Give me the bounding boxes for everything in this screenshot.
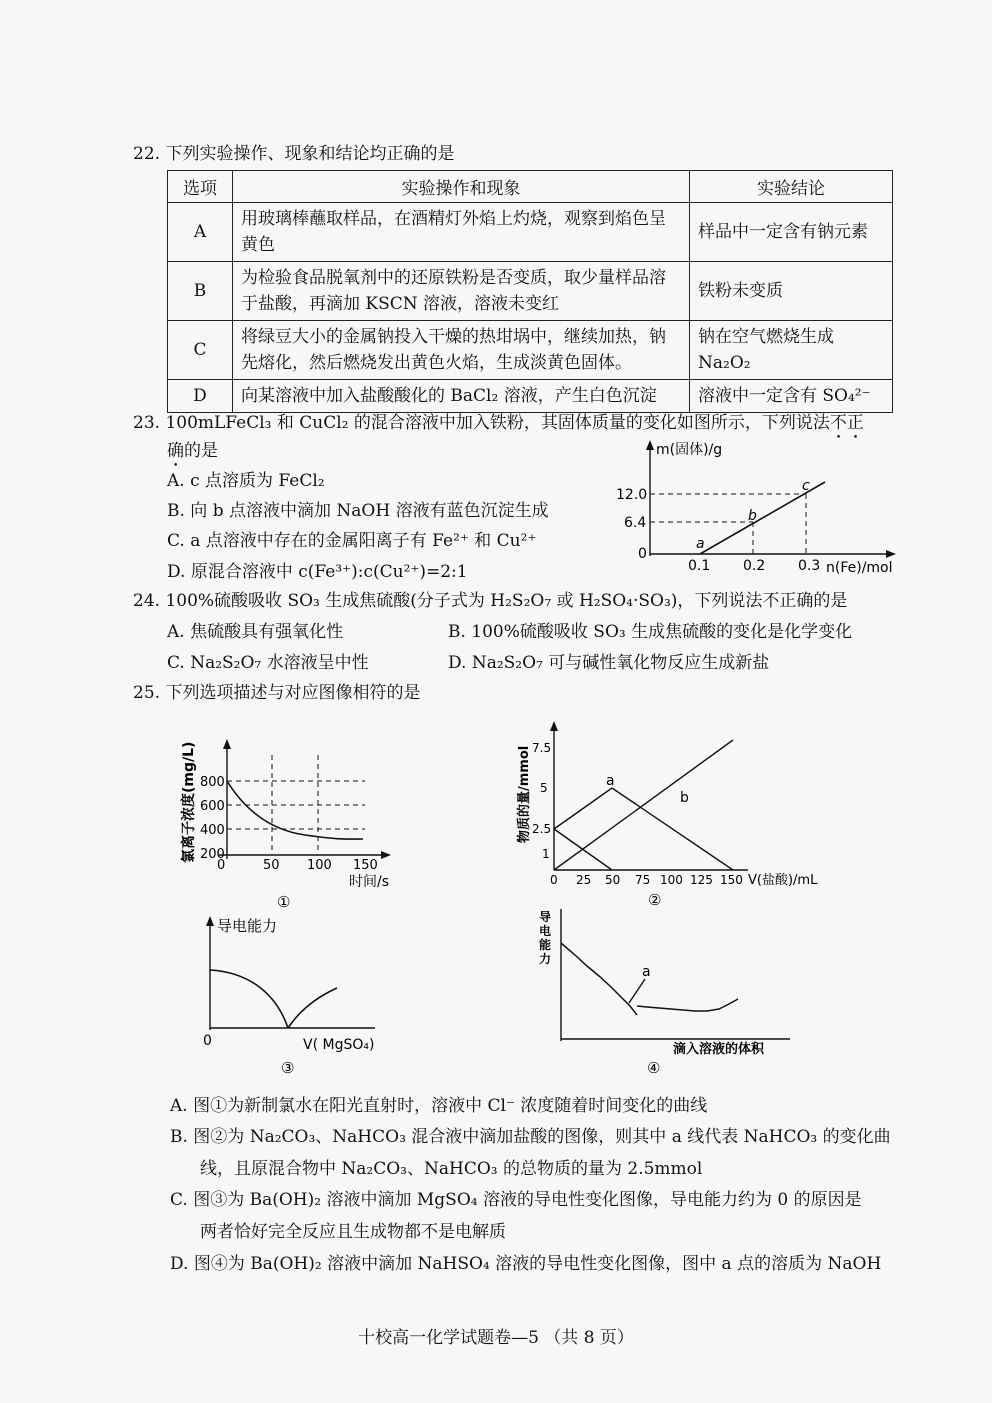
table-row — [168, 262, 893, 321]
fig1-curve — [227, 781, 363, 839]
point-c-label: c — [802, 478, 810, 494]
fig4-y-label-char: 力 — [539, 952, 552, 966]
y-tick-label: 800 — [200, 775, 225, 790]
table-header-row — [168, 171, 893, 203]
point-b-label: b — [748, 508, 757, 524]
q23-stem: 23. 100mLFeCl₃ 和 CuCl₂ 的混合溶液中加入铁粉，其固体质量的变化如图所示，下列说法不正 — [133, 413, 864, 433]
row-operation: 向某溶液中加入盐酸酸化的 BaCl₂ 溶液，产生白色沉淀 — [233, 380, 690, 413]
table-row — [168, 380, 893, 413]
q24-stem: 24. 100%硫酸吸收 SO₃ 生成焦硫酸(分子式为 H₂S₂O₇ 或 H₂SO₄·SO₃)，下列说法不正确的是 — [133, 591, 848, 611]
fig3-curve-down — [210, 970, 288, 1028]
line-a-rise — [554, 788, 612, 829]
x-tick-label: 100 — [307, 858, 332, 873]
q25-option-c: C. 图③为 Ba(OH)₂ 溶液中滴加 MgSO₄ 溶液的导电性变化图像，导电能力约为 0 的原因是 — [170, 1190, 862, 1210]
x-tick-label: 150 — [353, 858, 378, 873]
q23-option-c: C. a 点溶液中存在的金属阳离子有 Fe²⁺ 和 Cu²⁺ — [167, 531, 537, 551]
q24-option-a: A. 焦硫酸具有强氧化性 — [167, 622, 344, 642]
fig2-y-label: 物质的量/mmol — [517, 745, 532, 843]
y-axis-label: m(固体)/g — [656, 442, 723, 458]
q25-stem: 25. 下列选项描述与对应图像相符的是 — [133, 683, 421, 703]
header-operation: 实验操作和现象 — [233, 171, 690, 203]
x-tick-label: 125 — [690, 873, 713, 887]
line-a-fall — [612, 788, 733, 870]
fig3-origin: 0 — [203, 1033, 212, 1049]
y-tick-label: 0 — [638, 546, 647, 562]
fig2-hcl-graph — [508, 715, 838, 910]
fig3-curve-up — [288, 988, 337, 1028]
x-tick-label: 0.1 — [688, 558, 711, 574]
fig3-y-label: 导电能力 — [217, 917, 278, 935]
emphasis-not: 不正 — [829, 413, 864, 433]
fig1-y-label: 氯离子浓度(mg/L) — [181, 741, 197, 863]
y-axis-arrow — [550, 721, 558, 731]
q25-option-b: B. 图②为 Na₂CO₃、NaHCO₃ 混合液中滴加盐酸的图像，则其中 a 线代表 NaHCO₃ 的变化曲 — [170, 1127, 891, 1147]
y-tick-label: 200 — [200, 847, 225, 862]
y-tick-label: 5 — [540, 781, 548, 795]
fig4-y-label-char: 导 — [539, 910, 552, 924]
fig3-conductivity-graph — [195, 912, 405, 1077]
x-tick-label: 0 — [550, 873, 558, 887]
q23-option-d: D. 原混合溶液中 c(Fe³⁺):c(Cu²⁺)=2:1 — [167, 562, 468, 582]
q22-stem: 22. 下列实验操作、现象和结论均正确的是 — [133, 144, 455, 164]
x-axis-arrow — [381, 851, 391, 859]
q25-option-d: D. 图④为 Ba(OH)₂ 溶液中滴加 NaHSO₄ 溶液的导电性变化图像，图中 a 点的溶质为 NaOH — [170, 1254, 882, 1274]
header-option: 选项 — [168, 171, 233, 203]
x-axis-label: 时间/s — [349, 874, 390, 890]
row-operation: 为检验食品脱氧剂中的还原铁粉是否变质，取少量样品溶于盐酸，再滴加 KSCN 溶液，溶液未变红 — [233, 262, 690, 321]
row-option: D — [168, 380, 233, 413]
fig4-point-label: a — [642, 964, 651, 980]
row-conclusion: 铁粉未变质 — [690, 262, 893, 321]
fig4-curve-descent — [561, 943, 637, 1015]
row-operation: 用玻璃棒蘸取样品，在酒精灯外焰上灼烧，观察到焰色呈黄色 — [233, 203, 690, 262]
x-axis-label: V(盐酸)/mL — [748, 873, 818, 888]
fig4-x-label: 滴入溶液的体积 — [673, 1042, 765, 1057]
y-tick-label: 600 — [200, 799, 225, 814]
row-operation: 将绿豆大小的金属钠投入干燥的热坩埚中，继续加热，钠先熔化，然后燃烧发出黄色火焰，生成淡黄色固体。 — [233, 321, 690, 380]
q23-option-b: B. 向 b 点溶液中滴加 NaOH 溶液有蓝色沉淀生成 — [167, 501, 549, 521]
q23-graph — [610, 436, 900, 581]
x-tick-label: 75 — [635, 873, 651, 887]
q25-option-c-cont: 两者恰好完全反应且生成物都不是电解质 — [200, 1222, 506, 1242]
q22-table — [167, 170, 893, 413]
fig1-chloride-graph — [175, 735, 415, 910]
row-option: B — [168, 262, 233, 321]
x-axis-label: n(Fe)/mol — [826, 560, 893, 576]
point-a-label: a — [696, 536, 705, 552]
x-tick-label: 0.3 — [798, 558, 821, 574]
x-tick-label: 100 — [660, 873, 683, 887]
fig1-caption: ① — [277, 893, 291, 910]
line-b-label: b — [680, 790, 689, 806]
fig3-caption: ③ — [281, 1059, 295, 1077]
y-axis-arrow — [223, 739, 231, 749]
x-axis-arrow — [886, 550, 896, 558]
y-tick-label: 12.0 — [616, 487, 648, 503]
line-b — [554, 740, 733, 870]
q25-option-b-cont: 线，且原混合物中 Na₂CO₃、NaHCO₃ 的总物质的量为 2.5mmol — [200, 1159, 703, 1179]
y-tick-label: 2.5 — [532, 822, 552, 836]
fig3-x-label: V( MgSO₄) — [303, 1037, 375, 1053]
x-tick-label: 0.2 — [743, 558, 766, 574]
page-footer: 十校高一化学试题卷—5 （共 8 页） — [358, 1328, 634, 1348]
y-axis-arrow — [206, 916, 214, 926]
line-a-label: a — [606, 773, 615, 789]
header-conclusion: 实验结论 — [690, 171, 893, 203]
x-tick-label: 150 — [720, 873, 743, 887]
row-conclusion: 溶液中一定含有 SO₄²⁻ — [690, 380, 893, 413]
y-tick-label: 7.5 — [532, 741, 552, 755]
row-conclusion: 样品中一定含有钠元素 — [690, 203, 893, 262]
x-tick-label: 50 — [605, 873, 621, 887]
q25-option-a: A. 图①为新制氯水在阳光直射时，溶液中 Cl⁻ 浓度随着时间变化的曲线 — [170, 1096, 708, 1116]
fig2-caption: ② — [648, 891, 662, 909]
fig4-y-label-char: 能 — [539, 938, 552, 952]
x-tick-label: 50 — [263, 858, 280, 873]
q24-option-c: C. Na₂S₂O₇ 水溶液呈中性 — [167, 653, 369, 673]
table-row — [168, 321, 893, 380]
y-tick-label: 400 — [200, 823, 225, 838]
fig4-conductivity-graph — [535, 905, 805, 1077]
fig4-curve-flat — [637, 999, 738, 1011]
x-tick-label: 25 — [576, 873, 592, 887]
y-tick-label: 6.4 — [624, 515, 647, 531]
row-option: A — [168, 203, 233, 262]
q24-option-b: B. 100%硫酸吸收 SO₃ 生成焦硫酸的变化是化学变化 — [448, 622, 853, 642]
fig4-pointer — [629, 979, 645, 1003]
q24-option-d: D. Na₂S₂O₇ 可与碱性氧化物反应生成新盐 — [448, 653, 770, 673]
fig4-caption: ④ — [647, 1059, 661, 1077]
table-row — [168, 203, 893, 262]
row-conclusion: 钠在空气燃烧生成 Na₂O₂ — [690, 321, 893, 380]
x-tick-label: 0 — [217, 858, 226, 873]
y-tick-label: 1 — [542, 847, 550, 861]
q23-option-a: A. c 点溶质为 FeCl₂ — [167, 471, 325, 491]
q23-stem-line2: 确的是 — [167, 441, 218, 461]
row-option: C — [168, 321, 233, 380]
fig4-y-label-char: 电 — [539, 924, 552, 938]
y-axis-arrow — [646, 440, 654, 450]
